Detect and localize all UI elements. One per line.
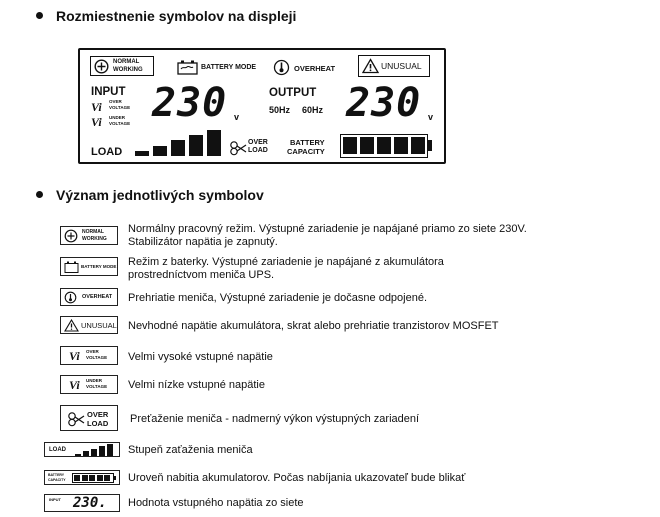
battery-cell (394, 137, 408, 154)
legend-normal-label: NORMAL (82, 229, 104, 235)
plus-circle-icon (94, 59, 109, 74)
legend-input-value: 230. (73, 495, 107, 511)
under-voltage-voltage: VOLTAGE (109, 121, 131, 126)
battery-cell (377, 137, 391, 154)
legend-capacity-label: CAPACITY (48, 478, 66, 482)
legend-desc-unusual: Nevhodné napätie akumulátora, skrat alebo prehriatie tranzistorov MOSFET (128, 320, 499, 332)
battery-capacity-capacity: CAPACITY (287, 147, 325, 156)
bullet-icon (36, 12, 43, 19)
overload-fan-icon (229, 140, 247, 156)
legend-desc-overload: Preťaženie meniča - nadmerný výkon výstupných zariadení (130, 413, 420, 425)
legend-working-label: WORKING (82, 236, 107, 242)
load-bar (75, 454, 81, 456)
load-bar-graph (135, 130, 225, 156)
unusual-label: UNUSUAL (381, 61, 422, 71)
legend-over-voltage-over: OVER (86, 349, 99, 354)
battery-cell (360, 137, 374, 154)
overheat-label: OVERHEAT (294, 64, 336, 73)
legend-icon-load (44, 442, 120, 457)
output-label: OUTPUT (269, 87, 317, 99)
legend-icon-over-voltage (60, 346, 118, 365)
load-bar (153, 146, 167, 156)
legend-icon-under-voltage (60, 375, 118, 394)
freq-60hz: 60Hz (302, 105, 324, 115)
load-bar (91, 449, 97, 456)
legend-desc-under-voltage: Velmi nízke vstupné napätie (128, 379, 265, 391)
legend-icon-unusual (60, 316, 118, 334)
freq-50hz: 50Hz (269, 105, 291, 115)
legend-desc-overheat: Prehriatie meniča, Výstupné zariadenie je dočasne odpojené. (128, 292, 428, 304)
legend-icon-overheat (60, 288, 118, 306)
legend-desc-input-value: Hodnota vstupného napätia zo siete (128, 497, 304, 509)
legend-unusual-label: UNUSUAL (81, 321, 117, 330)
warning-triangle-icon (64, 319, 79, 332)
legend-desc-over-voltage: Velmi vysoké vstupné napätie (128, 351, 273, 363)
over-voltage-v-symbol: Vi (91, 100, 102, 114)
output-unit: v (428, 112, 434, 122)
working-label: WORKING (113, 67, 143, 73)
legend-desc-battery-capacity: Uroveň nabitia akumulatorov. Počas nabíjania ukazovateľ bude blikať (128, 472, 466, 484)
output-voltage-value: 230 (346, 80, 422, 126)
warning-triangle-icon (362, 58, 379, 74)
overload-over: OVER (248, 139, 268, 146)
load-bar (135, 151, 149, 156)
battery-mode-label: BATTERY MODE (201, 64, 257, 71)
battery-icon (177, 60, 199, 75)
battery-terminal (428, 140, 432, 151)
legend-desc-load: Stupeň zaťaženia meniča (128, 444, 253, 456)
battery-cell (74, 475, 80, 481)
under-voltage-under: UNDER (109, 115, 126, 120)
legend-icon-overload (60, 405, 118, 431)
legend-desc-normal-working: Normálny pracovný režim. Výstupné zariadenie je napájané priamo zo siete 230V. Stabilizátor napätia je zapnutý. (128, 223, 527, 248)
battery-cell (89, 475, 95, 481)
overload-fan-icon (67, 411, 85, 427)
legend-overload-load: LOAD (87, 419, 109, 428)
battery-capacity-battery: BATTERY (290, 138, 325, 147)
input-unit: v (234, 112, 240, 122)
input-voltage-value: 230 (152, 80, 228, 126)
load-bar (207, 130, 221, 156)
load-bar (171, 140, 185, 156)
legend-icon-input-value (44, 494, 120, 512)
under-voltage-v-symbol: Vi (91, 115, 102, 129)
battery-cell (82, 475, 88, 481)
legend-icon-normal-working (60, 226, 118, 245)
legend-battery-label: BATTERY (48, 473, 65, 477)
load-label: LOAD (91, 146, 123, 158)
legend-battery-gauge (72, 473, 114, 483)
lcd-display (78, 48, 446, 164)
load-bar (99, 446, 105, 456)
legend-under-voltage-v: Vi (69, 378, 80, 392)
section-title-meaning: Význam jednotlivých symbolov (56, 187, 264, 203)
thermometer-icon (273, 59, 290, 76)
legend-battery-terminal (114, 476, 116, 480)
legend-overheat-label: OVERHEAT (82, 294, 113, 300)
legend-load-bar-graph (75, 444, 117, 456)
load-bar (83, 451, 89, 456)
battery-cell (104, 475, 110, 481)
legend-icon-battery-capacity (44, 470, 120, 485)
overload-load: LOAD (248, 147, 268, 154)
load-bar (189, 135, 203, 156)
unusual-indicator (358, 55, 430, 77)
legend-battery-mode-label: BATTERY MODE (81, 264, 117, 269)
normal-working-indicator (90, 56, 154, 76)
plus-circle-icon (64, 229, 78, 243)
battery-cell (97, 475, 103, 481)
over-voltage-over: OVER (109, 99, 122, 104)
battery-cell (411, 137, 425, 154)
over-voltage-voltage: VOLTAGE (109, 105, 131, 110)
legend-under-voltage-under: UNDER (86, 378, 103, 383)
legend-over-voltage-v: Vi (69, 349, 80, 363)
normal-label: NORMAL (113, 59, 140, 65)
battery-cell (343, 137, 357, 154)
battery-capacity-gauge (340, 134, 428, 158)
section-title-layout: Rozmiestnenie symbolov na displeji (56, 8, 297, 24)
bullet-icon (36, 191, 43, 198)
battery-icon (64, 261, 79, 273)
load-bar (107, 444, 113, 456)
legend-over-voltage-voltage: VOLTAGE (86, 355, 108, 360)
input-label: INPUT (91, 86, 126, 98)
legend-under-voltage-voltage: VOLTAGE (86, 384, 108, 389)
legend-input-label: INPUT (49, 497, 61, 502)
legend-icon-battery-mode (60, 257, 118, 276)
thermometer-icon (64, 291, 77, 304)
legend-overload-over: OVER (87, 410, 109, 419)
legend-desc-battery-mode: Režim z baterky. Výstupné zariadenie je napájané z akumulátora prostredníctvom meniča UPS. (128, 256, 444, 281)
legend-load-label: LOAD (49, 447, 66, 453)
